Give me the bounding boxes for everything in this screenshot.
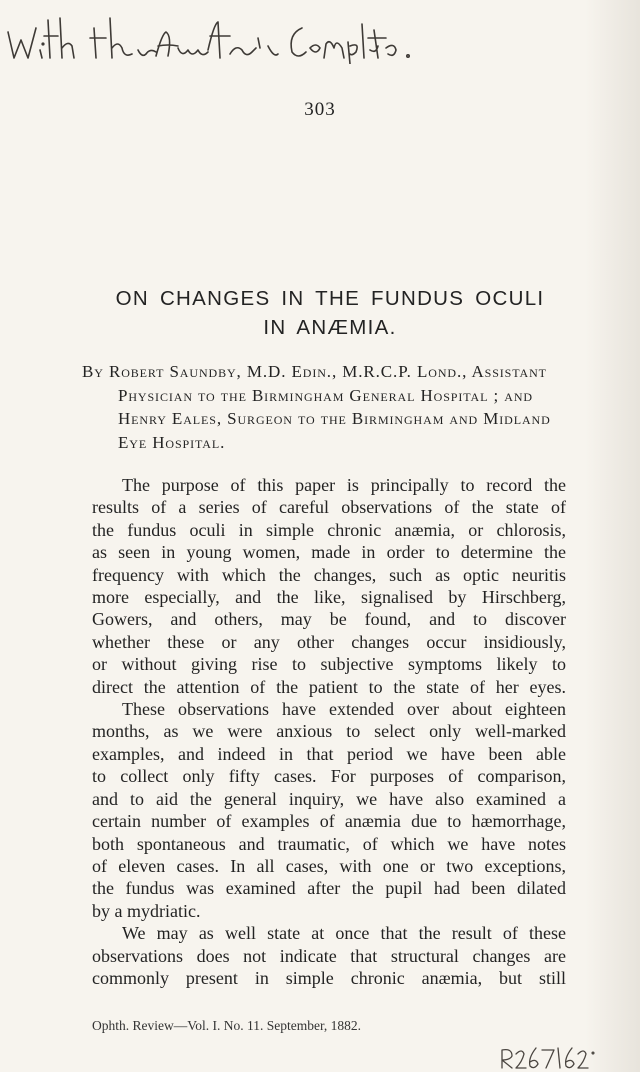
body-line: examples, and indeed in that period we have been able [92,743,566,764]
body-line: results of a series of careful observations of the state of [92,497,566,518]
body-line: frequency with which the changes, such as optic neuritis [92,564,566,585]
body-line: and to aid the general inquiry, we have also examined a [92,788,566,809]
body-line: Gowers, and others, may be found, and to discover [92,609,566,630]
journal-footer: Ophth. Review—Vol. I. No. 11. September, 1882. [92,1018,362,1033]
body-line: to collect only fifty cases. For purposes of comparison, [92,766,566,787]
byline-line: Physician to the Birmingham General Hospital ; and [118,385,533,405]
body-line: months, as we were anxious to select only well-marked [92,721,566,742]
body-line: certain number of examples of anæmia due to hæmorrhage, [92,811,566,832]
body-line: These observations have extended over about eighteen [122,699,566,720]
article-title-line-2: IN ANÆMIA. [263,316,397,339]
body-line: as seen in young women, made in order to determine the [92,542,566,563]
body-line: The purpose of this paper is principally to record the [122,475,566,495]
body-line: observations does not indicate that structural changes are [92,945,566,966]
byline-line: Eye Hospital. [118,432,226,452]
body-line: direct the attention of the patient to the state of her eyes. [92,676,566,697]
article-body [92,474,566,989]
body-line: commonly present in simple chronic anæmia, but still [92,967,566,988]
body-line: both spontaneous and traumatic, of which we have notes [92,833,566,854]
author-byline [82,360,582,454]
body-line: by a mydriatic. [92,900,201,921]
page-edge-shadow [585,0,640,1072]
body-line: or without giving rise to subjective symptoms likely to [92,654,566,675]
page-number: 303 [304,99,336,120]
byline-line: By Robert Saundby, M.D. Edin., M.R.C.P. Lond., Assistant [82,362,547,381]
body-line: of eleven cases. In all cases, with one or two exceptions, [92,855,566,876]
body-line: whether these or any other changes occur insidiously, [92,631,566,652]
body-line: We may as well state at once that the result of these [122,923,566,944]
handwritten-catalog-number [498,1044,598,1070]
body-line: more especially, and the like, signalised by Hirschberg, [92,587,566,608]
body-line: the fundus was examined after the pupil had been dilated [92,878,566,899]
handwritten-dedication [6,14,506,64]
byline-line: Henry Eales, Surgeon to the Birmingham and Midland [118,409,551,429]
body-line: the fundus oculi in simple chronic anæmia, or chlorosis, [92,519,566,540]
article-title-line-1: ON CHANGES IN THE FUNDUS OCULI [115,287,545,310]
